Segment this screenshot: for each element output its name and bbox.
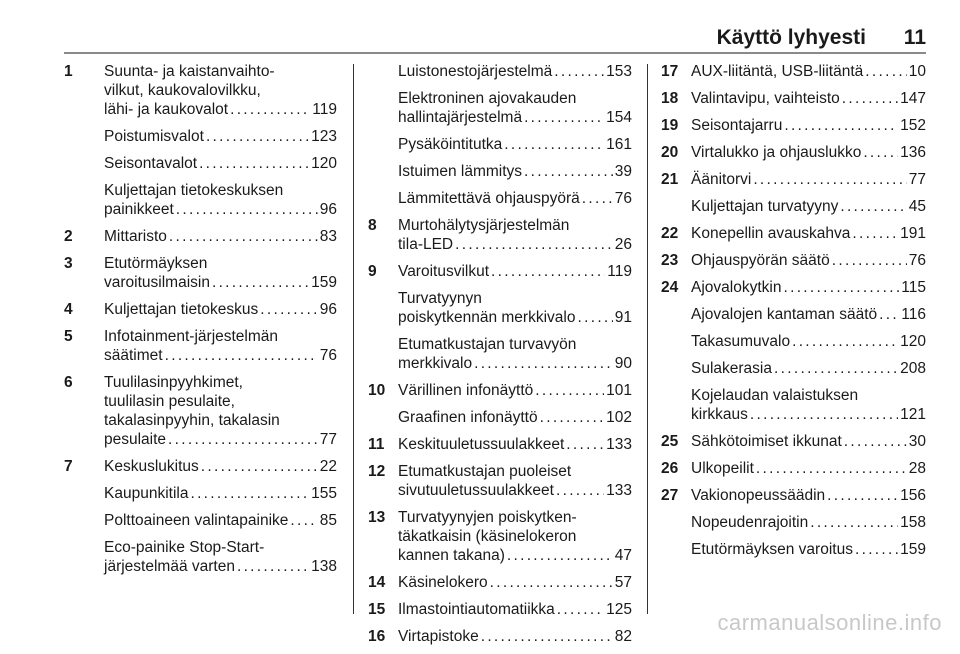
entry-page-link[interactable]: 119 [312, 101, 337, 118]
entry-number: 27 [661, 487, 679, 504]
entry-page-link[interactable]: 123 [311, 128, 337, 145]
entry-last-line [398, 354, 632, 373]
index-entry[interactable] [64, 254, 337, 292]
entry-last-line [398, 189, 632, 208]
entry-page-link[interactable]: 161 [606, 136, 632, 153]
entry-text: Etumatkustajan turvavyön [398, 336, 577, 353]
entry-text: Ohjauspyörän säätö [691, 252, 830, 269]
entry-page-link[interactable]: 76 [614, 190, 632, 207]
index-entry[interactable] [64, 181, 337, 219]
index-entry[interactable] [64, 154, 337, 173]
entry-text: Ajovalokytkin [691, 279, 782, 296]
entry-last-line [104, 127, 337, 146]
entry-text: takalasinpyyhin, takalasin [104, 412, 280, 429]
entry-text: hallintajärjestelmä [398, 109, 523, 126]
dot-leader [474, 354, 613, 373]
entry-text: painikkeet [104, 201, 174, 218]
index-column-2 [368, 62, 632, 654]
entry-page-link[interactable]: 120 [900, 333, 926, 350]
index-entry[interactable] [64, 457, 337, 476]
entry-last-line [104, 457, 337, 476]
entry-last-line [691, 405, 926, 424]
entry-last-line [104, 484, 337, 503]
entry-text: Etutörmäyksen varoitus [691, 541, 853, 558]
entry-last-line [691, 486, 926, 505]
entry-last-line [398, 162, 632, 181]
index-entry[interactable] [368, 62, 632, 81]
entry-last-line [398, 573, 632, 592]
entry-last-line [398, 600, 632, 619]
dot-leader [524, 162, 613, 181]
entry-text: Suunta- ja kaistanvaihto- [104, 63, 275, 80]
dot-leader [840, 197, 906, 216]
entry-text: Pysäköintitutka [398, 136, 503, 153]
column-divider [647, 64, 648, 614]
dot-leader [774, 359, 898, 378]
dot-leader [557, 600, 604, 619]
entry-page-link[interactable]: 96 [319, 301, 337, 318]
page-number: 11 [903, 26, 926, 49]
entry-last-line [398, 135, 632, 154]
entry-number: 16 [368, 628, 386, 645]
entry-page-link[interactable]: 136 [900, 144, 926, 161]
entry-page-link[interactable]: 116 [901, 306, 926, 323]
entry-last-line [398, 627, 632, 646]
index-entry[interactable] [661, 459, 926, 478]
dot-leader [842, 89, 898, 108]
entry-last-line [398, 381, 632, 400]
index-entry[interactable] [368, 262, 632, 281]
entry-number: 11 [368, 436, 385, 453]
index-entry[interactable] [64, 484, 337, 503]
entry-page-link[interactable]: 147 [900, 90, 926, 107]
dot-leader [165, 346, 318, 365]
index-entry[interactable] [64, 373, 337, 449]
entry-page-link[interactable]: 77 [908, 171, 926, 188]
dot-leader [832, 251, 907, 270]
entry-text: merkkivalo [398, 355, 473, 372]
entry-last-line [691, 332, 926, 351]
index-entry[interactable] [368, 189, 632, 208]
entry-text: täkatkaisin (käsinelokeron [398, 528, 577, 545]
index-entry[interactable] [368, 600, 632, 619]
entry-text: Elektroninen ajovakauden [398, 90, 577, 107]
dot-leader [879, 305, 899, 324]
entry-last-line [398, 435, 632, 454]
entry-page-link[interactable]: 121 [900, 406, 926, 423]
index-entry[interactable] [368, 435, 632, 454]
dot-leader [844, 432, 907, 451]
watermark: carmanualsonline.info [717, 610, 942, 635]
index-entry[interactable] [661, 540, 926, 559]
entry-page-link[interactable]: 30 [908, 433, 926, 450]
entry-page-link[interactable]: 159 [900, 541, 926, 558]
dot-leader [237, 557, 309, 576]
entry-number: 15 [368, 601, 386, 618]
entry-text: Vakionopeussäädin [691, 487, 826, 504]
entry-text: Ilmastointiautomatiikka [398, 601, 555, 618]
entry-text: Turvatyynyjen poiskytken- [398, 509, 577, 526]
entry-page-link[interactable]: 22 [319, 458, 337, 475]
index-entry[interactable] [661, 89, 926, 108]
index-entry[interactable] [64, 127, 337, 146]
entry-page-link[interactable]: 138 [311, 558, 337, 575]
dot-leader [827, 486, 898, 505]
dot-leader [290, 511, 317, 530]
entry-page-link[interactable]: 125 [606, 601, 632, 618]
entry-text: Sähkötoimiset ikkunat [691, 433, 842, 450]
entry-text: Etutörmäyksen [104, 255, 208, 272]
entry-last-line [104, 511, 337, 530]
dot-leader [556, 481, 604, 500]
dot-leader [535, 381, 604, 400]
index-entry[interactable] [368, 135, 632, 154]
index-entry[interactable] [368, 289, 632, 327]
entry-text: tuulilasin pesulaite, [104, 393, 235, 410]
entry-text: kannen takana) [398, 547, 505, 564]
entry-number: 7 [64, 458, 73, 475]
entry-number: 20 [661, 144, 679, 161]
entry-page-link[interactable]: 45 [908, 198, 926, 215]
index-entry[interactable] [661, 143, 926, 162]
page-header [64, 24, 926, 54]
entry-number: 25 [661, 433, 679, 450]
entry-last-line [104, 273, 337, 292]
entry-number: 9 [368, 263, 377, 280]
entry-page-link[interactable]: 76 [319, 347, 337, 364]
entry-last-line [691, 278, 926, 297]
entry-number: 14 [368, 574, 386, 591]
entry-page-link[interactable]: 57 [614, 574, 632, 591]
entry-text: Keskuslukitus [104, 458, 199, 475]
index-entry[interactable] [368, 216, 632, 254]
index-entry[interactable] [661, 197, 926, 216]
entry-text: Virtapistoke [398, 628, 479, 645]
dot-leader [199, 154, 309, 173]
dot-leader [190, 484, 309, 503]
dot-leader [810, 513, 898, 532]
entry-text: Tuulilasinpyyhkimet, [104, 374, 243, 391]
entry-text: Sulakerasia [691, 360, 772, 377]
entry-text: Poistumisvalot [104, 128, 204, 145]
entry-last-line [691, 62, 926, 81]
entry-number: 21 [661, 171, 679, 188]
entry-last-line [691, 540, 926, 559]
dot-leader [455, 235, 613, 254]
entry-last-line [398, 408, 632, 427]
entry-page-link[interactable]: 191 [900, 225, 926, 242]
index-entry[interactable] [661, 432, 926, 451]
entry-text: Eco-painike Stop-Start- [104, 539, 265, 556]
entry-page-link[interactable]: 120 [311, 155, 337, 172]
index-entry[interactable] [661, 62, 926, 81]
entry-text: Käsinelokero [398, 574, 488, 591]
index-entry[interactable] [64, 227, 337, 246]
entry-text: Graafinen infonäyttö [398, 409, 538, 426]
entry-last-line [104, 227, 337, 246]
index-entry[interactable] [368, 381, 632, 400]
entry-text: järjestelmää varten [104, 558, 235, 575]
entry-text: Ulkopeilit [691, 460, 754, 477]
entry-text: Kojelaudan valaistuksen [691, 387, 859, 404]
entry-last-line [104, 557, 337, 576]
entry-page-link[interactable]: 10 [908, 63, 926, 80]
entry-text: Nopeudenrajoitin [691, 514, 809, 531]
entry-text: säätimet [104, 347, 163, 364]
index-entry[interactable] [64, 538, 337, 576]
entry-number: 19 [661, 117, 679, 134]
entry-page-link[interactable]: 91 [614, 309, 632, 326]
index-entry[interactable] [368, 408, 632, 427]
entry-page-link[interactable]: 154 [606, 109, 632, 126]
dot-leader [490, 573, 613, 592]
entry-last-line [691, 432, 926, 451]
index-entry[interactable] [661, 251, 926, 270]
entry-page-link[interactable]: 101 [606, 382, 632, 399]
entry-page-link[interactable]: 26 [614, 236, 632, 253]
index-entry[interactable] [368, 573, 632, 592]
entry-last-line [104, 154, 337, 173]
entry-page-link[interactable]: 208 [900, 360, 926, 377]
index-entry[interactable] [64, 300, 337, 319]
entry-last-line [104, 430, 337, 449]
entry-text: Turvatyynyn [398, 290, 482, 307]
entry-text: Keskituuletussuulakkeet [398, 436, 565, 453]
entry-page-link[interactable]: 155 [311, 485, 337, 502]
entry-text: Etumatkustajan puoleiset [398, 463, 572, 480]
entry-last-line [691, 143, 926, 162]
entry-text: Kaupunkitila [104, 485, 189, 502]
entry-last-line [691, 170, 926, 189]
entry-last-line [691, 116, 926, 135]
dot-leader [168, 430, 318, 449]
entry-page-link[interactable]: 39 [614, 163, 632, 180]
entry-last-line [104, 200, 337, 219]
entry-number: 22 [661, 225, 679, 242]
entry-last-line [398, 546, 632, 565]
dot-leader [566, 435, 604, 454]
entry-text: Mittaristo [104, 228, 167, 245]
dot-leader [792, 332, 898, 351]
entry-number: 3 [64, 255, 73, 272]
entry-page-link[interactable]: 153 [606, 63, 632, 80]
entry-number: 18 [661, 90, 679, 107]
dot-leader [201, 457, 318, 476]
index-entry[interactable] [661, 486, 926, 505]
index-entry[interactable] [661, 513, 926, 532]
entry-page-link[interactable]: 115 [901, 279, 926, 296]
dot-leader [260, 300, 318, 319]
entry-page-link[interactable]: 119 [607, 263, 632, 280]
entry-last-line [691, 513, 926, 532]
entry-last-line [691, 359, 926, 378]
entry-text: Valintavipu, vaihteisto [691, 90, 840, 107]
entry-page-link[interactable]: 47 [614, 547, 632, 564]
entry-last-line [104, 300, 337, 319]
entry-last-line [398, 481, 632, 500]
entry-text: Värillinen infonäyttö [398, 382, 534, 399]
entry-text: Seisontavalot [104, 155, 198, 172]
dot-leader [865, 62, 906, 81]
entry-text: vilkut, kaukovalovilkku, [104, 82, 261, 99]
entry-page-link[interactable]: 158 [900, 514, 926, 531]
entry-last-line [398, 262, 632, 281]
entry-text: Lämmitettävä ohjauspyörä [398, 190, 580, 207]
entry-last-line [691, 459, 926, 478]
entry-text: Infotainment-järjestelmän [104, 328, 279, 345]
entry-text: Kuljettajan tietokeskuksen [104, 182, 284, 199]
page-title: Käyttö lyhyesti [716, 26, 866, 49]
entry-text: Polttoaineen valintapainike [104, 512, 289, 529]
index-column-1 [64, 62, 337, 584]
entry-number: 10 [368, 382, 386, 399]
entry-page-link[interactable]: 83 [319, 228, 337, 245]
entry-number: 23 [661, 252, 679, 269]
entry-text: Ajovalojen kantaman säätö [691, 306, 878, 323]
index-entry[interactable] [368, 89, 632, 127]
entry-last-line [691, 305, 926, 324]
entry-text: Kuljettajan tietokeskus [104, 301, 259, 318]
dot-leader [783, 278, 899, 297]
index-entry[interactable] [368, 162, 632, 181]
entry-number: 1 [64, 63, 73, 80]
entry-text: Varoitusvilkut [398, 263, 490, 280]
dot-leader [524, 108, 604, 127]
entry-last-line [691, 251, 926, 270]
entry-last-line [691, 89, 926, 108]
entry-text: pesulaite [104, 431, 167, 448]
dot-leader [554, 62, 604, 81]
index-entry[interactable] [661, 116, 926, 135]
entry-last-line [691, 224, 926, 243]
entry-text: Virtalukko ja ohjauslukko [691, 144, 862, 161]
entry-text: lähi- ja kaukovalot [104, 101, 229, 118]
entry-page-link[interactable]: 82 [614, 628, 632, 645]
dot-leader [582, 189, 613, 208]
entry-page-link[interactable]: 77 [319, 431, 337, 448]
entry-last-line [104, 100, 337, 119]
entry-page-link[interactable]: 152 [900, 117, 926, 134]
index-entry[interactable] [661, 332, 926, 351]
dot-leader [784, 116, 898, 135]
index-entry[interactable] [64, 327, 337, 365]
entry-number: 2 [64, 228, 73, 245]
entry-page-link[interactable]: 102 [606, 409, 632, 426]
dot-leader [577, 308, 612, 327]
dot-leader [169, 227, 318, 246]
entry-number: 13 [368, 509, 386, 526]
entry-text: poiskytkennän merkkivalo [398, 309, 576, 326]
entry-number: 5 [64, 328, 73, 345]
entry-page-link[interactable]: 90 [614, 355, 632, 372]
entry-text: varoitusilmaisin [104, 274, 210, 291]
entry-number: 8 [368, 217, 377, 234]
entry-text: sivutuuletussuulakkeet [398, 482, 554, 499]
entry-last-line [691, 197, 926, 216]
index-entry[interactable] [368, 335, 632, 373]
index-entry[interactable] [368, 462, 632, 500]
entry-text: Luistonestojärjestelmä [398, 63, 553, 80]
dot-leader [206, 127, 309, 146]
index-entry[interactable] [368, 627, 632, 646]
entry-last-line [104, 346, 337, 365]
index-entry[interactable] [64, 62, 337, 119]
entry-number: 26 [661, 460, 679, 477]
dot-leader [481, 627, 613, 646]
index-entry[interactable] [661, 278, 926, 297]
entry-page-link[interactable]: 28 [908, 460, 926, 477]
entry-text: kirkkaus [691, 406, 748, 423]
dot-leader [176, 200, 318, 219]
dot-leader [507, 546, 613, 565]
dot-leader [540, 408, 605, 427]
dot-leader [852, 224, 898, 243]
index-entry[interactable] [661, 224, 926, 243]
dot-leader [756, 459, 907, 478]
entry-text: Murtohälytysjärjestelmän [398, 217, 570, 234]
entry-last-line [398, 235, 632, 254]
entry-page-link[interactable]: 76 [908, 252, 926, 269]
entry-number: 17 [661, 63, 679, 80]
index-entry[interactable] [661, 386, 926, 424]
entry-number: 6 [64, 374, 73, 391]
entry-text: Takasumuvalo [691, 333, 791, 350]
entry-number: 12 [368, 463, 386, 480]
entry-last-line [398, 108, 632, 127]
entry-text: Kuljettajan turvatyyny [691, 198, 839, 215]
entry-page-link[interactable]: 133 [606, 436, 632, 453]
entry-text: tila-LED [398, 236, 454, 253]
index-entry[interactable] [661, 359, 926, 378]
index-column-3 [661, 62, 926, 567]
dot-leader [491, 262, 605, 281]
entry-last-line [398, 308, 632, 327]
index-entry[interactable] [661, 305, 926, 324]
entry-number: 24 [661, 279, 679, 296]
entry-text: Äänitorvi [691, 171, 752, 188]
entry-text: Konepellin avauskahva [691, 225, 851, 242]
dot-leader [230, 100, 310, 119]
dot-leader [863, 143, 898, 162]
index-entry[interactable] [368, 508, 632, 565]
column-divider [353, 64, 354, 614]
index-entry[interactable] [64, 511, 337, 530]
entry-page-link[interactable]: 96 [319, 201, 337, 218]
entry-last-line [398, 62, 632, 81]
entry-page-link[interactable]: 133 [606, 482, 632, 499]
dot-leader [750, 405, 898, 424]
dot-leader [504, 135, 604, 154]
dot-leader [212, 273, 309, 292]
index-entry[interactable] [661, 170, 926, 189]
entry-text: Istuimen lämmitys [398, 163, 523, 180]
dot-leader [753, 170, 906, 189]
dot-leader [855, 540, 898, 559]
entry-number: 4 [64, 301, 73, 318]
entry-page-link[interactable]: 159 [311, 274, 337, 291]
entry-text: Seisontajarru [691, 117, 783, 134]
entry-page-link[interactable]: 156 [900, 487, 926, 504]
entry-text: AUX-liitäntä, USB-liitäntä [691, 63, 864, 80]
entry-page-link[interactable]: 85 [319, 512, 337, 529]
